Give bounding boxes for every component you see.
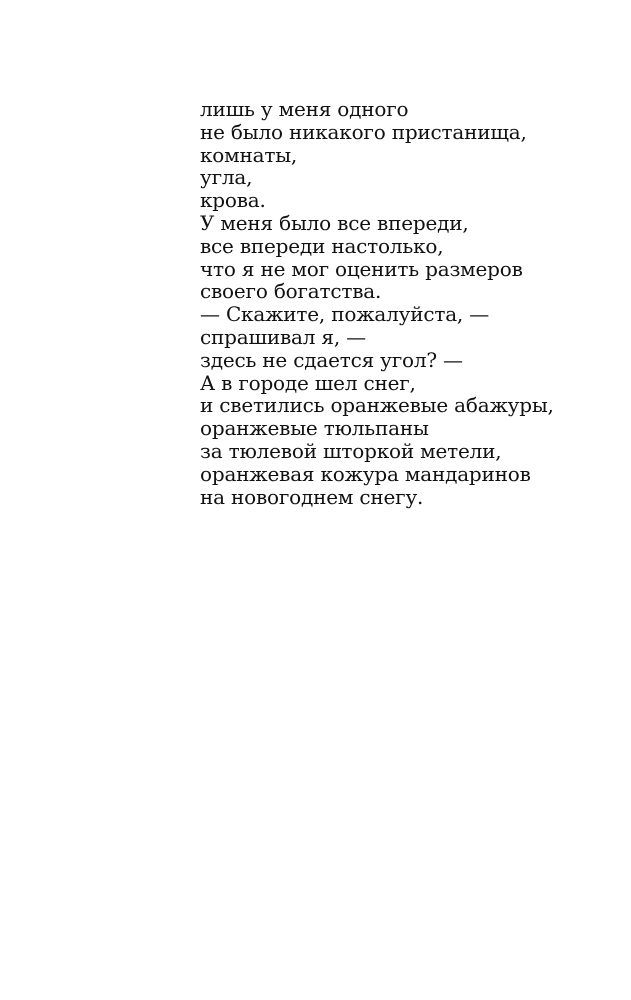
poem-line: комнаты, [200, 142, 298, 167]
poem-line: крова. [200, 188, 266, 213]
poem-line: на новогоднем снегу. [200, 484, 424, 509]
poem-line: что я не мог оценить размеров [200, 256, 523, 281]
poem-line: спрашивал я, — [200, 324, 366, 349]
poem-line: все впереди настолько, [200, 233, 444, 258]
poem-text [200, 98, 620, 508]
poem-line: своего богатства. [200, 279, 382, 304]
poem-line: здесь не сдается угол? — [200, 347, 463, 372]
poem-line: угла, [200, 165, 253, 190]
poem-line: лишь у меня одного [200, 97, 409, 121]
poem-line: за тюлевой шторкой метели, [200, 438, 502, 463]
poem-line: У меня было все впереди, [200, 210, 469, 235]
poem-line: — Скажите, пожалуйста, — [200, 302, 490, 327]
poem-line: и светились оранжевые абажуры, [200, 393, 554, 418]
poem-line: оранжевая кожура мандаринов [200, 461, 531, 486]
poem-line: А в городе шел снег, [200, 370, 416, 395]
poem-line: не было никакого пристанища, [200, 119, 527, 144]
poem-line: оранжевые тюльпаны [200, 416, 429, 441]
